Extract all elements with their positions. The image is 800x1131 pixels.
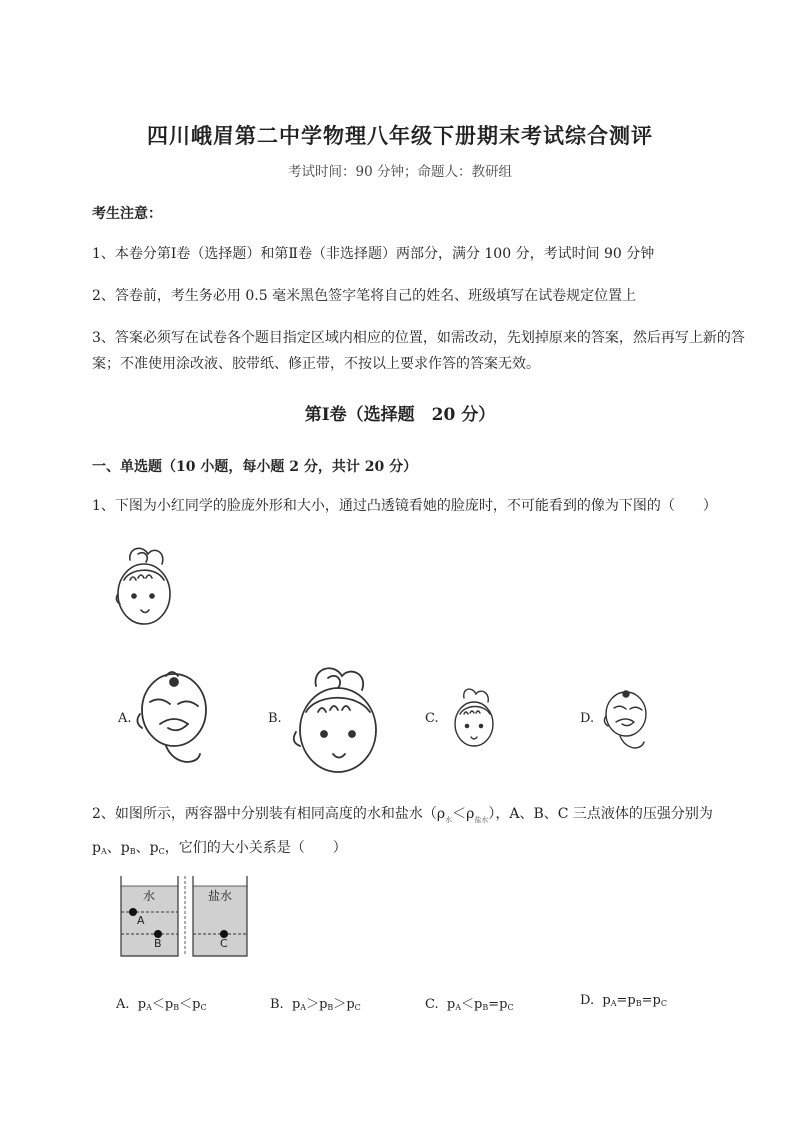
subscript-b: B — [635, 999, 642, 1008]
point-c-label: C — [220, 937, 228, 950]
operator-2: = — [488, 997, 500, 1012]
q1-option-c-label[interactable]: C. — [425, 711, 439, 726]
operator-2: ＞ — [333, 997, 347, 1012]
rho-water-subscript: 水 — [445, 816, 453, 824]
pressure-symbol: p — [652, 993, 661, 1008]
pressure-symbol: p — [499, 997, 508, 1012]
operator-1: ＞ — [306, 997, 320, 1012]
operator-1: = — [616, 993, 628, 1008]
q2-less-than: ＜ρ — [452, 806, 475, 822]
q1-option-a-image[interactable] — [130, 662, 220, 772]
pressure-symbol: p — [627, 993, 636, 1008]
subscript-c: C — [158, 847, 165, 856]
notice-item-3: 3、答案必须写在试卷各个题目指定区域内相应的位置，如需改动，先划掉原来的答案，然后再写上新的答案；不准使用涂改液、胶带纸、修正带，不按以上要求作答的答案无效。 — [92, 330, 745, 372]
reference-face-image — [108, 540, 180, 632]
q2-option-d[interactable] — [580, 993, 667, 1008]
option-letter: B. — [270, 997, 284, 1012]
subscript-a: A — [610, 999, 617, 1008]
subscript-c: C — [200, 1003, 207, 1012]
pressure-symbol: p — [346, 997, 355, 1012]
operator-1: ＜ — [461, 997, 475, 1012]
pressure-symbol: p — [291, 997, 301, 1012]
q1-option-d-image[interactable] — [598, 684, 658, 754]
subscript-c: C — [507, 1003, 514, 1012]
pressure-symbol: p — [164, 997, 174, 1012]
containers-diagram — [118, 874, 250, 960]
subscript-a: A — [300, 1003, 307, 1012]
separator: 、 — [135, 840, 150, 856]
subscript-b: B — [482, 1003, 489, 1012]
subscript-b: B — [129, 847, 136, 856]
q1-option-b-image[interactable] — [288, 660, 388, 778]
subscript-c: C — [660, 999, 667, 1008]
pressure-symbol: p — [474, 997, 483, 1012]
pressure-symbol: p — [149, 840, 159, 856]
water-label: 水 — [143, 889, 156, 903]
rho-salt-subscript: 盐水 — [474, 816, 489, 824]
option-letter: A. — [116, 997, 130, 1012]
q1-option-b-label[interactable]: B. — [268, 711, 282, 726]
q1-option-d-label[interactable]: D. — [580, 711, 595, 726]
salt-water-label: 盐水 — [208, 889, 233, 903]
question-1-text: 1、下图为小红同学的脸庞外形和大小，通过凸透镜看她的脸庞时，不可能看到的像为下图的（ ） — [92, 498, 717, 514]
subscript-b: B — [327, 1003, 334, 1012]
separator: 、 — [106, 840, 121, 856]
subscript-a: A — [146, 1003, 152, 1012]
notice-heading: 考生注意： — [92, 206, 162, 222]
point-b-label: B — [154, 937, 162, 950]
exam-info: 考试时间：90 分钟；命题人：教研组 — [288, 164, 512, 180]
notice-item-2: 2、答卷前，考生务必用 0.5 毫米黑色签字笔将自己的姓名、班级填写在试卷规定位置上 — [92, 288, 637, 304]
subscript-c: C — [354, 1003, 361, 1012]
pressure-symbol: p — [602, 993, 611, 1008]
option-letter: D. — [580, 993, 595, 1008]
q2-option-c[interactable] — [425, 993, 514, 1012]
q2-text-b: ），A、B、C 三点液体的压强分别为 — [488, 806, 713, 822]
part-heading: 一、单选题（10 小题，每小题 2 分，共计 20 分） — [92, 459, 418, 475]
pressure-symbol: p — [120, 840, 130, 856]
q2-text-a: 2、如图所示，两容器中分别装有相同高度的水和盐水（ρ — [92, 806, 446, 822]
section-title: 第Ⅰ卷（选择题 20 分） — [304, 405, 496, 425]
operator-2: = — [641, 993, 653, 1008]
point-a-marker — [129, 908, 137, 916]
pressure-symbol: p — [192, 997, 201, 1012]
pressure-symbol: p — [92, 840, 101, 856]
pressure-symbol: p — [446, 997, 456, 1012]
question-2-text — [92, 800, 762, 866]
q1-option-c-image[interactable] — [448, 684, 500, 752]
q2-text-c: ，它们的大小关系是（ ） — [164, 840, 347, 856]
subscript-a: A — [455, 1003, 461, 1012]
point-a-label: A — [137, 914, 145, 927]
page-title: 四川峨眉第二中学物理八年级下册期末考试综合测评 — [147, 123, 653, 148]
q1-option-a-label[interactable]: A. — [118, 711, 132, 726]
subscript-b: B — [173, 1003, 180, 1012]
pressure-symbol: p — [137, 997, 147, 1012]
pressure-symbol: p — [319, 997, 328, 1012]
option-letter: C. — [425, 997, 439, 1012]
q2-option-a[interactable] — [116, 993, 207, 1012]
notice-item-1: 1、本卷分第Ⅰ卷（选择题）和第Ⅱ卷（非选择题）两部分，满分 100 分，考试时间 90 分钟 — [92, 246, 655, 262]
operator-1: ＜ — [151, 997, 165, 1012]
q2-option-b[interactable] — [270, 993, 361, 1012]
operator-2: ＜ — [179, 997, 193, 1012]
subscript-a: A — [100, 847, 107, 856]
